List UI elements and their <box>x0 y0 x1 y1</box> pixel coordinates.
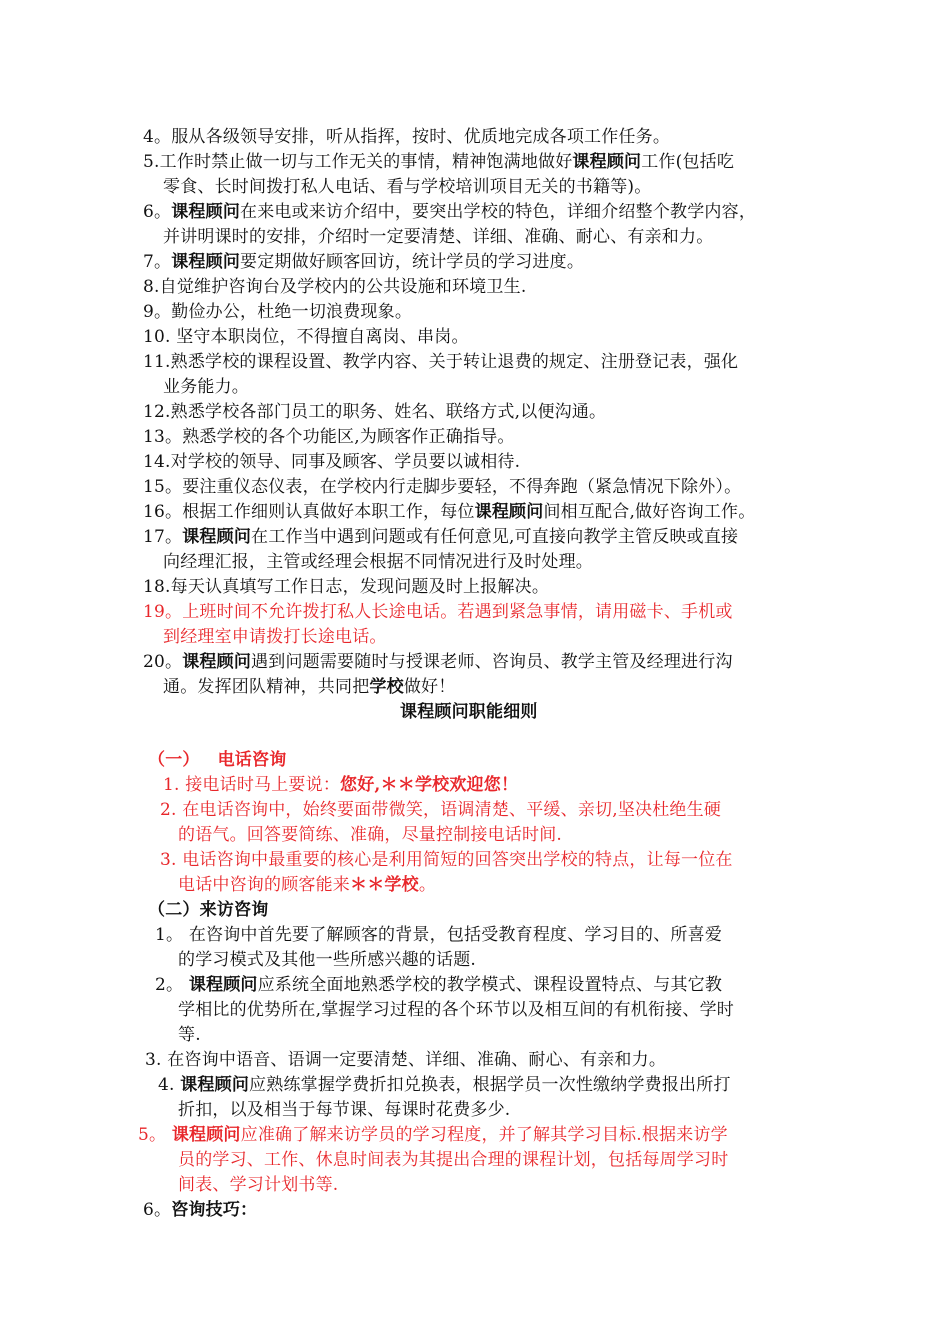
phone-item-2-line-1: 2. 在电话咨询中，始终要面带微笑，语调清楚、平缓、亲切,坚决杜绝生硬 <box>160 800 722 820</box>
rule-18-line-1: 18.每天认真填写工作日志，发现问题及时上报解决。 <box>143 577 550 597</box>
visit-item-5-line-1: 5。 课程顾问应准确了解来访学员的学习程度，并了解其学习目标.根据来访学 <box>138 1125 728 1145</box>
rule-8-line-1: 8.自觉维护咨询台及学校内的公共设施和环境卫生. <box>143 277 527 297</box>
phone-item-2-line-2: 的语气。回答要简练、准确，尽量控制接电话时间. <box>178 825 563 845</box>
section-title: 课程顾问职能细则 <box>400 702 538 722</box>
rule-11-line-2: 业务能力。 <box>163 377 249 397</box>
phone-consult-heading: （一） 电话咨询 <box>148 750 287 770</box>
visit-item-4-line-1: 4. 课程顾问应熟练掌握学费折扣兑换表，根据学员一次性缴纳学费报出所打 <box>158 1075 731 1095</box>
rule-15-line-1: 15。要注重仪态仪表，在学校内行走脚步要轻，不得奔跑（紧急情况下除外）。 <box>143 477 742 497</box>
visit-item-6: 6。咨询技巧： <box>143 1200 258 1220</box>
rule-7-line-1: 7。课程顾问要定期做好顾客回访，统计学员的学习进度。 <box>143 252 585 272</box>
visit-item-2-line-1: 2。 课程顾问应系统全面地熟悉学校的教学模式、课程设置特点、与其它教 <box>155 975 723 995</box>
rule-11-line-1: 11.熟悉学校的课程设置、教学内容、关于转让退费的规定、注册登记表，强化 <box>143 352 739 372</box>
rule-4-line-1: 4。服从各级领导安排，听从指挥，按时、优质地完成各项工作任务。 <box>143 127 671 147</box>
phone-item-3-line-1: 3. 电话咨询中最重要的核心是利用简短的回答突出学校的特点，让每一位在 <box>160 850 733 870</box>
visit-item-5-line-3: 间表、学习计划书等. <box>178 1175 339 1195</box>
rule-10-line-1: 10. 坚守本职岗位，不得擅自离岗、串岗。 <box>143 327 469 347</box>
rule-16-line-1: 16。根据工作细则认真做好本职工作，每位课程顾问间相互配合,做好咨询工作。 <box>143 502 756 522</box>
visit-item-2-line-2: 学相比的优势所在,掌握学习过程的各个环节以及相互间的有机衔接、学时 <box>178 1000 735 1020</box>
rule-9-line-1: 9。勤俭办公，杜绝一切浪费现象。 <box>143 302 413 322</box>
rule-17-line-1: 17。课程顾问在工作当中遇到问题或有任何意见,可直接向教学主管反映或直接 <box>143 527 739 547</box>
rule-12-line-1: 12.熟悉学校各部门员工的职务、姓名、联络方式,以便沟通。 <box>143 402 607 422</box>
visit-item-1-line-2: 的学习模式及其他一些所感兴趣的话题. <box>178 950 477 970</box>
rule-20-line-1: 20。课程顾问遇到问题需要随时与授课老师、咨询员、教学主管及经理进行沟 <box>143 652 733 672</box>
rule-5-line-1: 5.工作时禁止做一切与工作无关的事情，精神饱满地做好课程顾问工作(包括吃 <box>143 152 735 172</box>
visit-item-2-line-3: 等. <box>178 1025 201 1045</box>
rule-19-line-1: 19。上班时间不允许拨打私人长途电话。若遇到紧急事情，请用磁卡、手机或 <box>143 602 733 622</box>
rule-6-line-2: 并讲明课时的安排，介绍时一定要清楚、详细、准确、耐心、有亲和力。 <box>163 227 714 247</box>
visit-item-3: 3. 在咨询中语音、语调一定要清楚、详细、准确、耐心、有亲和力。 <box>145 1050 667 1070</box>
phone-item-3-line-2: 电话中咨询的顾客能来＊＊学校。 <box>178 875 437 895</box>
visit-item-4-line-2: 折扣，以及相当于每节课、每课时花费多少. <box>178 1100 511 1120</box>
visit-consult-heading: （二）来访咨询 <box>148 900 269 920</box>
rule-19-line-2: 到经理室申请拨打长途电话。 <box>163 627 387 647</box>
rule-20-line-2: 通。发挥团队精神，共同把学校做好！ <box>163 677 456 697</box>
rule-6-line-1: 6。课程顾问在来电或来访介绍中，要突出学校的特色，详细介绍整个教学内容， <box>143 202 757 222</box>
visit-item-5-line-2: 员的学习、工作、休息时间表为其提出合理的课程计划，包括每周学习时 <box>178 1150 729 1170</box>
visit-item-1-line-1: 1。 在咨询中首先要了解顾客的背景，包括受教育程度、学习目的、所喜爱 <box>155 925 723 945</box>
rule-14-line-1: 14.对学校的领导、同事及顾客、学员要以诚相待. <box>143 452 521 472</box>
rule-17-line-2: 向经理汇报，主管或经理会根据不同情况进行及时处理。 <box>163 552 593 572</box>
rule-13-line-1: 13。熟悉学校的各个功能区,为顾客作正确指导。 <box>143 427 515 447</box>
phone-item-1: 1. 接电话时马上要说：您好,＊＊学校欢迎您！ <box>163 775 519 795</box>
rule-5-line-2: 零食、长时间拨打私人电话、看与学校培训项目无关的书籍等)。 <box>163 177 652 197</box>
